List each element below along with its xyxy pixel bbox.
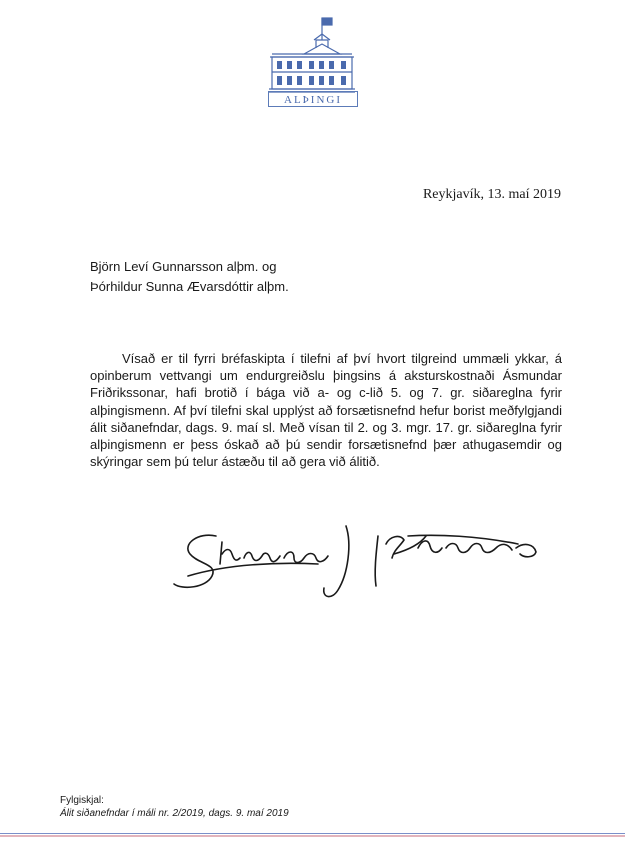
letter-body: Vísað er til fyrri bréfaskipta í tilefni af því hvort tilgreind ummæli ykkar, á opinberum vettvangi um endurgreiðslu þingsins á aksturskostnaði Ásmundar Friðrikssonar, hafi brotið í bága við a- og c-lið 5. og 7. gr. siðareglna fyrir alþingismenn. Af því tilefni skal upplýst að forsætisnefnd hefur borist meðfylgjandi álit siðanefndar, dags. 9. maí sl. Með vísan til 2. og 3. mgr. 17. gr. siðareglna fyrir alþingismenn er þess óskað að þú sendir forsætisnefnd þær athugasemdir og skýringar sem þú telur ástæðu til að gera við álitið. — [90, 351, 562, 470]
letter-date: Reykjavík, 13. maí 2019 — [422, 187, 561, 202]
recipient-line: Björn Leví Gunnarsson alþm. og — [90, 259, 277, 274]
recipient-line: Þórhildur Sunna Ævarsdóttir alþm. — [90, 279, 289, 294]
recipient-block — [90, 257, 289, 297]
footer-divider — [0, 832, 625, 838]
logo-wordmark: ALÞINGI — [268, 91, 358, 107]
handwritten-signature — [168, 514, 558, 602]
enclosure-item: Álit siðanefndar í máli nr. 2/2019, dags. 9. maí 2019 — [60, 808, 289, 819]
enclosure-label: Fylgiskjal: — [60, 795, 104, 806]
enclosure-note — [60, 794, 289, 820]
